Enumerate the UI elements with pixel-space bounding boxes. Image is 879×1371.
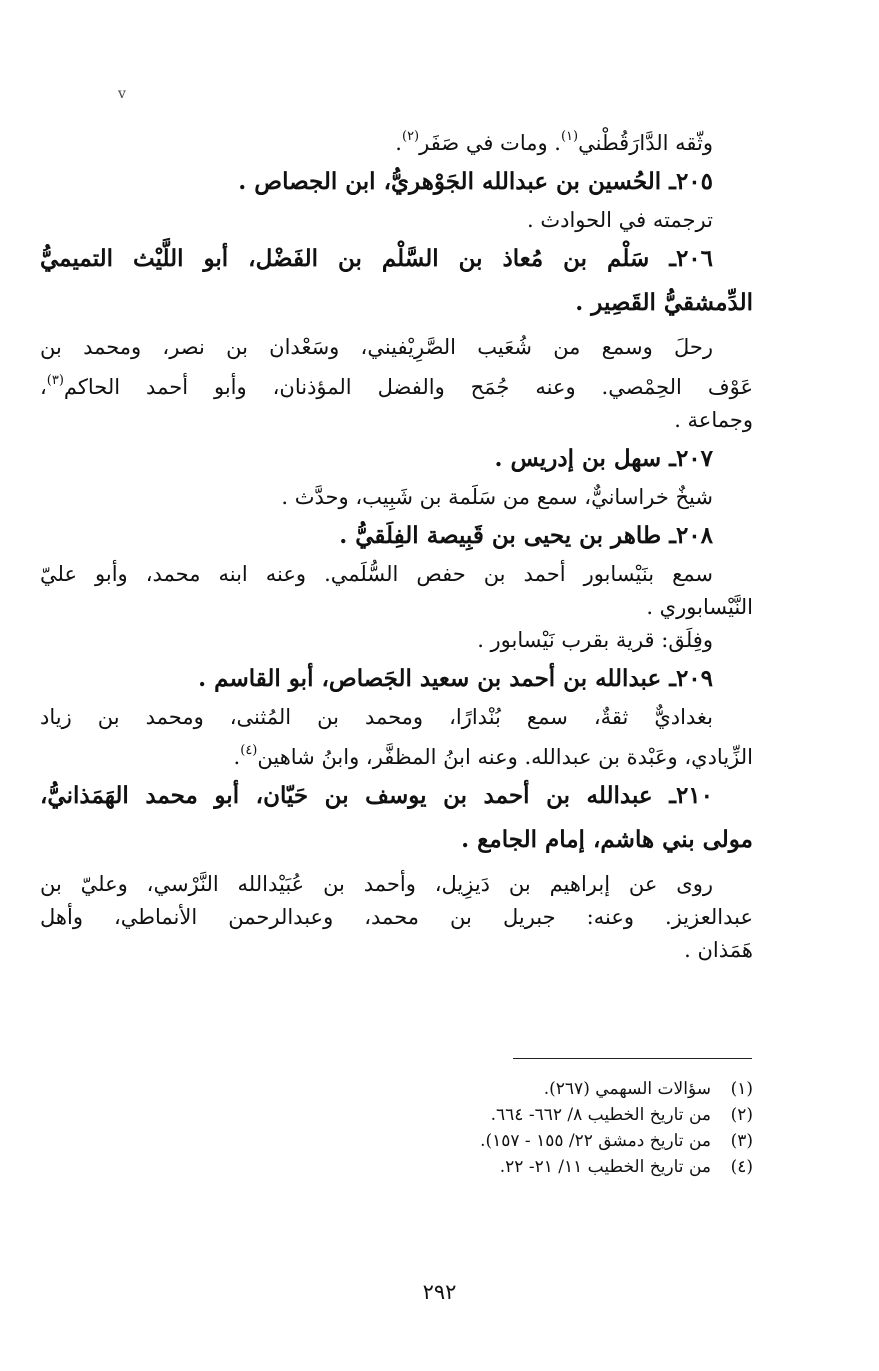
footnote-ref: (٣) bbox=[46, 373, 64, 388]
footnote-text: سؤالات السهمي (٢٦٧). bbox=[543, 1079, 711, 1099]
text-line: بغداديٌّ ثقةٌ، سمع بُنْدارًا، ومحمد بن المُثنى، ومحمد بن زياد bbox=[40, 705, 713, 729]
text-line: عبدالعزيز. وعنه: جبريل بن محمد، وعبدالرحمن الأنماطي، وأهل bbox=[40, 905, 753, 929]
footnotes bbox=[300, 1076, 753, 1180]
footnote bbox=[300, 1076, 753, 1102]
text-line: ترجمته في الحوادث . bbox=[527, 208, 713, 232]
footnote-number: (٢) bbox=[730, 1105, 753, 1125]
text-line: رحلَ وسمع من شُعَيب الصَّرِيْفيني، وسَعْدان بن نصر، ومحمد بن bbox=[40, 335, 713, 359]
footnote bbox=[300, 1128, 753, 1154]
text-line: سمع بنَيْسابور أحمد بن حفص السُّلَمي. وعنه ابنه محمد، وأبو عليّ bbox=[40, 562, 713, 586]
entry-heading-208: ٢٠٨ـ طاهر بن يحيى بن قَبِيصة الفِلَقيُّ . bbox=[339, 522, 713, 549]
text-line: الزِّيادي، وعَبْدة بن عبدالله. وعنه ابنُ المظفَّر، وابنُ شاهين$^{(٤)}$. bbox=[233, 743, 753, 769]
footnote-ref: (٢) bbox=[401, 129, 420, 144]
entry-heading-210: ٢١٠ـ عبدالله بن أحمد بن يوسف بن حَيّان، أبو محمد الهَمَذانيُّ، bbox=[40, 782, 713, 809]
text-line: وفِلَق: قرية بقرب نَيْسابور . bbox=[477, 628, 713, 652]
footnote bbox=[300, 1102, 753, 1128]
footnote-ref: (٤) bbox=[240, 743, 258, 758]
text-line: شيخٌ خراسانيٌّ، سمع من سَلَمة بن شَبِيب، وحدَّث . bbox=[281, 485, 713, 509]
text-line: وجماعة . bbox=[674, 408, 753, 432]
main-text bbox=[40, 120, 753, 967]
text-line: وثّقه الدَّارَقُطْني$^{(١)}$. ومات في صَفَر$^{(٢)}$. bbox=[395, 129, 713, 155]
footnote-text: من تاريخ الخطيب ١١/ ٢١- ٢٢. bbox=[499, 1157, 711, 1177]
entry-heading-206-cont: الدِّمشقيُّ القَصِير . bbox=[575, 289, 753, 316]
text-line: هَمَذان . bbox=[684, 938, 753, 962]
entry-heading-206: ٢٠٦ـ سَلْم بن مُعاذ بن السَّلْم بن الفَضْل، أبو اللَّيْث التميميُّ bbox=[40, 245, 713, 272]
page-number: ٢٩٢ bbox=[422, 1280, 457, 1304]
footnote-ref: (١) bbox=[560, 129, 579, 144]
corner-mark: v bbox=[118, 86, 126, 102]
entry-heading-209: ٢٠٩ـ عبدالله بن أحمد بن سعيد الجَصاص، أبو القاسم . bbox=[198, 665, 713, 692]
footnote-number: (١) bbox=[730, 1079, 753, 1099]
footnote-number: (٣) bbox=[730, 1131, 753, 1151]
entry-heading-210-cont: مولى بني هاشم، إمام الجامع . bbox=[461, 826, 753, 853]
footnote-text: من تاريخ دمشق ٢٢/ ١٥٥ - ١٥٧). bbox=[480, 1131, 711, 1151]
text-line: عَوْف الحِمْصي. وعنه جُمَح والفضل المؤذنان، وأبو أحمد الحاكم$^{(٣)}$، bbox=[40, 373, 753, 399]
text-line: النَّيْسابوري . bbox=[646, 595, 753, 619]
footnote bbox=[300, 1154, 753, 1180]
entry-heading-205: ٢٠٥ـ الحُسين بن عبدالله الجَوْهريُّ، ابن الجصاص . bbox=[238, 168, 713, 195]
footnote-divider bbox=[513, 1058, 752, 1059]
footnote-text: من تاريخ الخطيب ٨/ ٦٦٢- ٦٦٤. bbox=[490, 1105, 711, 1125]
text-line: روى عن إبراهيم بن دَيزِيل، وأحمد بن عُبَيْدالله النَّرْسي، وعليّ بن bbox=[40, 872, 713, 896]
footnote-number: (٤) bbox=[730, 1157, 753, 1177]
entry-heading-207: ٢٠٧ـ سهل بن إدريس . bbox=[494, 445, 713, 472]
